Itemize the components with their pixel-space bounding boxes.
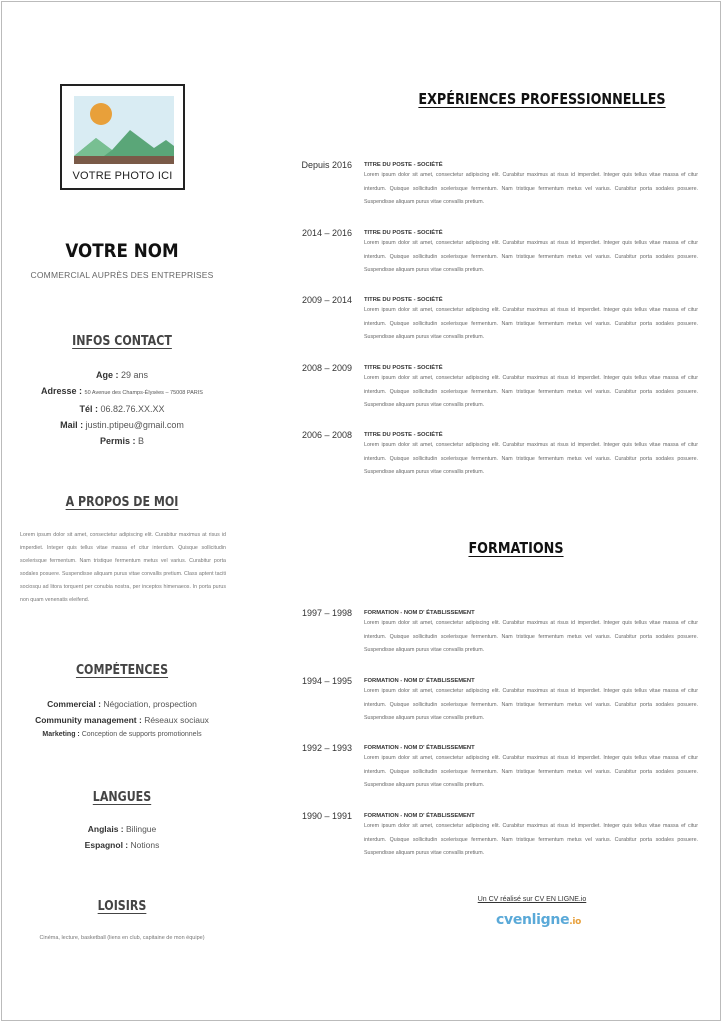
entry-date: 1990 – 1991 <box>301 811 352 821</box>
section-title-languages: LANGUES <box>92 790 152 805</box>
skill-item <box>12 699 232 709</box>
entry-text: Lorem ipsum dolor sit amet, consectetur adipiscing elit. Curabitur maximus at risus id imperdiet. Integer quis tellus vitae massa ef citur interdum. Quisque sollicitudin scelerisque fermentum. Nam tristique fermentum metus vel varius. Curabitur porta sodales posuere. Suspendisse aliquam purus vitae convallis pretium. <box>364 307 698 341</box>
entry-text: Lorem ipsum dolor sit amet, consectetur adipiscing elit. Curabitur maximus at risus id imperdiet. Integer quis tellus vitae massa ef citur interdum. Quisque sollicitudin scelerisque fermentum. Nam tristique fermentum metus vel varius. Curabitur porta sodales posuere. Suspendisse aliquam purus vitae convallis pretium. <box>364 442 698 476</box>
entry-title: TITRE DU POSTE - SOCIÉTÉ <box>364 162 443 168</box>
entry-title: TITRE DU POSTE - SOCIÉTÉ <box>364 365 443 371</box>
photo-placeholder <box>60 84 185 190</box>
skill-label: Commercial : <box>47 699 101 709</box>
mail-label: Mail : <box>60 420 84 430</box>
skill-item <box>12 715 232 725</box>
entry-title: TITRE DU POSTE - SOCIÉTÉ <box>364 230 443 236</box>
entry-title: FORMATION - NOM D' ÉTABLISSEMENT <box>364 610 475 616</box>
license-label: Permis : <box>99 436 136 446</box>
entry-text: Lorem ipsum dolor sit amet, consectetur adipiscing elit. Curabitur maximus at risus id imperdiet. Integer quis tellus vitae massa ef citur interdum. Quisque sollicitudin scelerisque fermentum. Nam tristique fermentum metus vel varius. Curabitur porta sodales posuere. Suspendisse aliquam purus vitae convallis pretium. <box>364 375 698 409</box>
contact-mail <box>12 420 232 430</box>
credit-link[interactable]: Un CV réalisé sur CV EN LIGNE.io <box>477 896 587 903</box>
entry-text: Lorem ipsum dolor sit amet, consectetur adipiscing elit. Curabitur maximus at risus id imperdiet. Integer quis tellus vitae massa ef citur interdum. Quisque sollicitudin scelerisque fermentum. Nam tristique fermentum metus vel varius. Curabitur porta sodales posuere. Suspendisse aliquam purus vitae convallis pretium. <box>364 240 698 274</box>
experience-entry <box>288 228 702 288</box>
language-value: Notions <box>130 840 160 850</box>
license-value: B <box>138 436 145 446</box>
job-title: COMMERCIAL AUPRÈS DES ENTREPRISES <box>30 270 214 280</box>
address-label: Adresse : <box>41 386 83 396</box>
photo-caption: VOTRE PHOTO ICI <box>72 170 173 182</box>
language-value: Bilingue <box>126 824 157 834</box>
language-item <box>12 824 232 834</box>
experience-entry <box>288 363 702 423</box>
skill-value: Conception de supports promotionnels <box>81 731 202 738</box>
entry-title: FORMATION - NOM D' ÉTABLISSEMENT <box>364 745 475 751</box>
logo-tld: .io <box>569 917 582 927</box>
mountain-icon <box>74 126 174 156</box>
education-entry <box>288 676 702 736</box>
language-label: Anglais : <box>87 824 124 834</box>
ground <box>74 156 174 164</box>
entry-text: Lorem ipsum dolor sit amet, consectetur adipiscing elit. Curabitur maximus at risus id imperdiet. Integer quis tellus vitae massa ef citur interdum. Quisque sollicitudin scelerisque fermentum. Nam tristique fermentum metus vel varius. Curabitur porta sodales posuere. Suspendisse aliquam purus vitae convallis pretium. <box>364 620 698 654</box>
skill-value: Réseaux sociaux <box>144 715 209 725</box>
entry-date: 1997 – 1998 <box>301 608 352 618</box>
image-placeholder-icon <box>74 96 174 164</box>
entry-date: Depuis 2016 <box>301 160 352 170</box>
entry-text: Lorem ipsum dolor sit amet, consectetur adipiscing elit. Curabitur maximus at risus id imperdiet. Integer quis tellus vitae massa ef citur interdum. Quisque sollicitudin scelerisque fermentum. Nam tristique fermentum metus vel varius. Curabitur porta sodales posuere. Suspendisse aliquam purus vitae convallis pretium. <box>364 688 698 722</box>
logo-text: cvenligne <box>496 912 570 928</box>
contact-address <box>12 386 232 396</box>
section-title-experience: EXPÉRIENCES PROFESSIONNELLES <box>418 90 666 108</box>
section-title-about: A PROPOS DE MOI <box>65 495 179 510</box>
cv-page <box>1 1 721 1021</box>
contact-license <box>12 436 232 446</box>
skill-label: Community management : <box>35 715 142 725</box>
skill-item <box>12 731 232 738</box>
phone-value: 06.82.76.XX.XX <box>100 404 165 414</box>
contact-age <box>12 370 232 380</box>
section-title-hobbies: LOISIRS <box>97 899 147 914</box>
entry-text: Lorem ipsum dolor sit amet, consectetur adipiscing elit. Curabitur maximus at risus id imperdiet. Integer quis tellus vitae massa ef citur interdum. Quisque sollicitudin scelerisque fermentum. Nam tristique fermentum metus vel varius. Curabitur porta sodales posuere. Suspendisse aliquam purus vitae convallis pretium. <box>364 172 698 206</box>
experience-entry <box>288 430 702 490</box>
experience-entry <box>288 160 702 220</box>
language-label: Espagnol : <box>84 840 129 850</box>
entry-date: 2006 – 2008 <box>301 430 352 440</box>
section-title-contact: INFOS CONTACT <box>72 334 172 349</box>
age-value: 29 ans <box>120 370 149 380</box>
address-value: 50 Avenue des Champs-Élysées – 75008 PARIS <box>84 390 203 396</box>
education-entry <box>288 608 702 668</box>
entry-title: FORMATION - NOM D' ÉTABLISSEMENT <box>364 678 475 684</box>
entry-title: TITRE DU POSTE - SOCIÉTÉ <box>364 297 443 303</box>
hobbies-text: Cinéma, lecture, basketball (liens en club, capitaine de mon équipe) <box>39 935 205 941</box>
cvenligne-logo[interactable] <box>496 912 581 928</box>
entry-text: Lorem ipsum dolor sit amet, consectetur adipiscing elit. Curabitur maximus at risus id imperdiet. Integer quis tellus vitae massa ef citur interdum. Quisque sollicitudin scelerisque fermentum. Nam tristique fermentum metus vel varius. Curabitur porta sodales posuere. Suspendisse aliquam purus vitae convallis pretium. <box>364 755 698 789</box>
phone-label: Tél : <box>79 404 98 414</box>
entry-date: 1992 – 1993 <box>301 743 352 753</box>
section-title-education: FORMATIONS <box>468 539 564 557</box>
experience-entry <box>288 295 702 355</box>
skill-value: Négociation, prospection <box>103 699 197 709</box>
section-title-skills: COMPÉTENCES <box>75 663 169 678</box>
skill-label: Marketing : <box>42 731 80 738</box>
about-text: Lorem ipsum dolor sit amet, consectetur adipiscing elit. Curabitur maximus at risus id imperdiet. Integer quis tellus vitae massa ef citur interdum. Quisque sollicitudin scelerisque fermentum. Nam tristique fermentum metus vel varius. Curabitur porta sodales posuere. Suspendisse aliquam purus vitae convallis pretium. Class aptent taciti sociosqu ad litora torquent per conubia nostra, per inceptos himenaeos. In porta purus non quam venenatis eleifend. <box>20 532 226 603</box>
mail-value: justin.ptipeu@gmail.com <box>85 420 184 430</box>
entry-title: TITRE DU POSTE - SOCIÉTÉ <box>364 432 443 438</box>
entry-date: 2014 – 2016 <box>301 228 352 238</box>
education-entry <box>288 811 702 871</box>
entry-date: 2009 – 2014 <box>301 295 352 305</box>
entry-text: Lorem ipsum dolor sit amet, consectetur adipiscing elit. Curabitur maximus at risus id imperdiet. Integer quis tellus vitae massa ef citur interdum. Quisque sollicitudin scelerisque fermentum. Nam tristique fermentum metus vel varius. Curabitur porta sodales posuere. Suspendisse aliquam purus vitae convallis pretium. <box>364 823 698 857</box>
entry-date: 1994 – 1995 <box>301 676 352 686</box>
entry-date: 2008 – 2009 <box>301 363 352 373</box>
entry-title: FORMATION - NOM D' ÉTABLISSEMENT <box>364 813 475 819</box>
contact-phone <box>12 404 232 414</box>
age-label: Age : <box>95 370 119 380</box>
sun-icon <box>90 103 112 125</box>
language-item <box>12 840 232 850</box>
education-entry <box>288 743 702 803</box>
candidate-name: VOTRE NOM <box>65 240 179 262</box>
